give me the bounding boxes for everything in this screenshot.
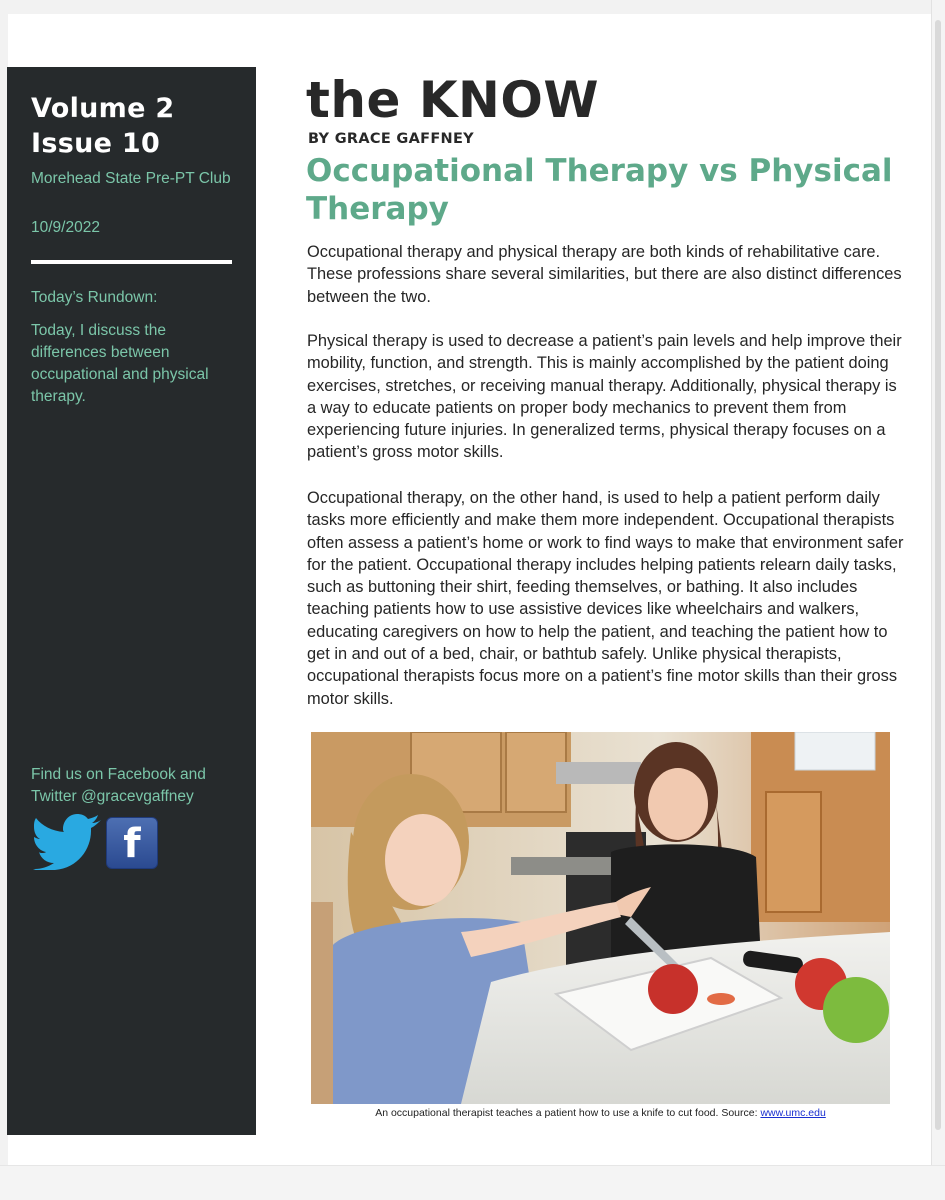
issue-date: 10/9/2022 [31,219,100,236]
sidebar [7,67,256,1135]
club-name: Morehead State Pre-PT Club [31,170,231,187]
rundown-text: Today, I discuss the differences between occupational and physical therapy. [31,322,209,405]
article-headline: Occupational Therapy vs Physical Therapy [306,153,893,227]
facebook-letter: f [123,821,141,867]
viewer-scrollbar[interactable] [931,0,945,1200]
masthead-title: the KNOW [306,71,600,129]
photo-caption [311,1107,890,1119]
article-paragraph: Occupational therapy and physical therapy are both kinds of rehabilitative care. These professions share several similarities, but there are also distinct differences between the two. [307,243,902,306]
viewer-bottom-band [0,1165,945,1200]
caption-source-link[interactable]: www.umc.edu [760,1107,826,1119]
therapy-photo [311,732,890,1104]
twitter-bird-icon[interactable] [33,812,103,870]
social-text: Find us on Facebook and Twitter @gracevgaffney [31,766,206,805]
issue-label: Issue 10 [31,128,161,159]
sidebar-divider [31,260,232,264]
volume-label: Volume 2 [31,93,175,124]
byline: BY GRACE GAFFNEY [308,131,474,147]
rundown-heading: Today’s Rundown: [31,289,158,306]
viewer-top-bar [0,0,945,14]
article-paragraph: Physical therapy is used to decrease a patient’s pain levels and help improve their mobility, function, and strength. This is mainly accomplished by the patient doing exercises, stretches, or receiving manual therapy. Additionally, physical therapy is a way to educate patients on proper body mechanics to prevent them from experiencing future injuries. In generalized terms, physical therapy focuses on a patient’s gross motor skills. [307,332,902,462]
article-paragraph: Occupational therapy, on the other hand, is used to help a patient perform daily tasks more efficiently and make them more independent. Occupational therapists often assess a patient’s home or work to find ways to make that environment safer for the patient. Occupational therapy includes helping patients relearn daily tasks, such as buttoning their shirt, feeding themselves, or bathing. It also includes teaching patients how to use assistive devices like wheelchairs and walkers, educating caregivers on how to help the patient, and teaching the patient how to get in and out of a bed, chair, or bathtub safely. Unlike physical therapists, occupational therapists focus more on a patient’s fine motor skills than their gross motor skills. [307,489,904,708]
scrollbar-thumb[interactable] [935,20,941,1130]
facebook-f-icon[interactable] [106,817,158,869]
caption-text: An occupational therapist teaches a patient how to use a knife to cut food. Source: [375,1107,761,1119]
